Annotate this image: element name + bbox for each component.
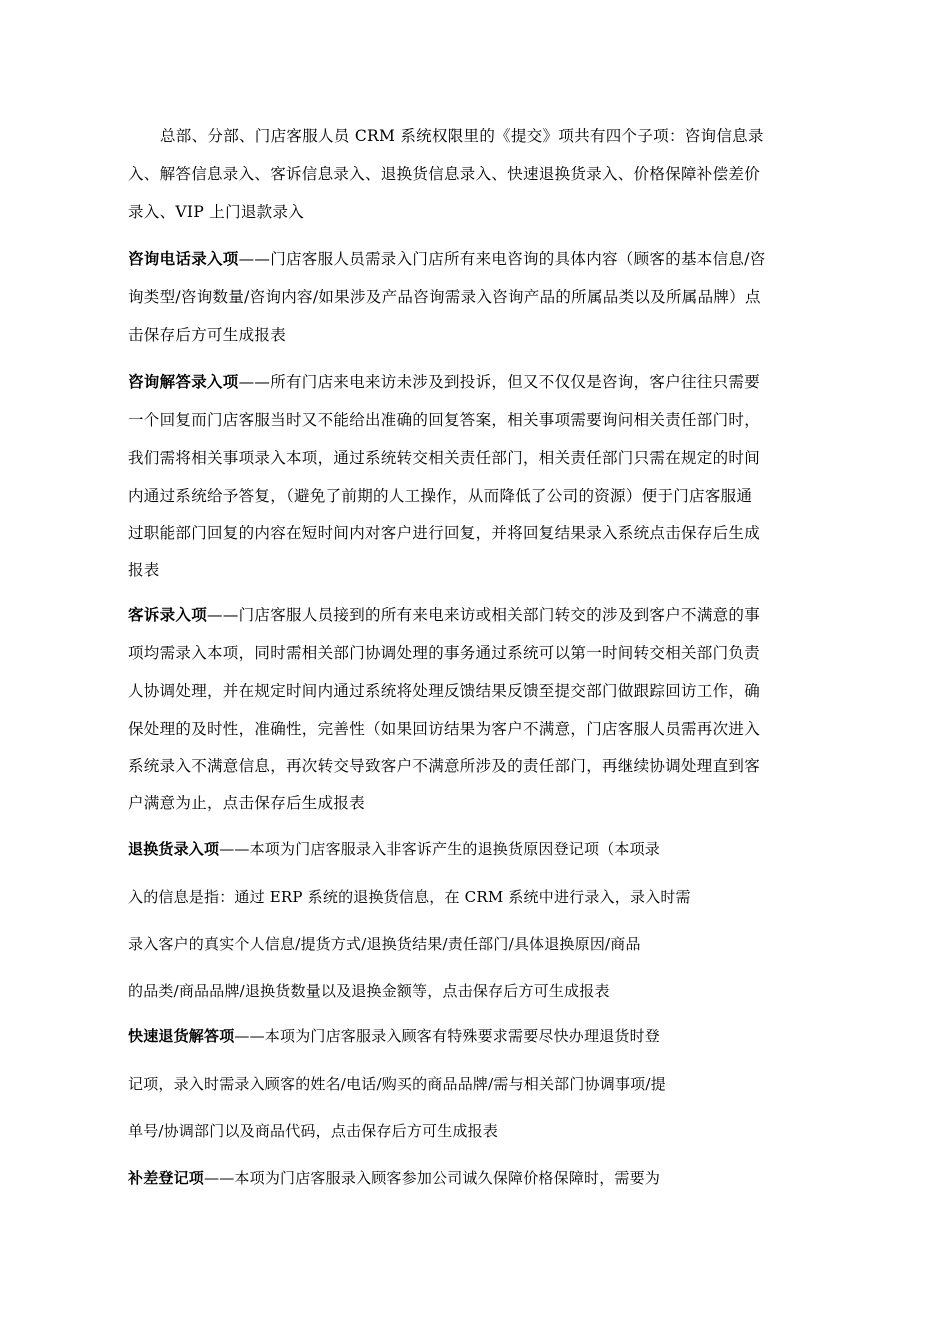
section-return-exchange-line-3: 录入客户的真实个人信息/提货方式/退换货结果/责任部门/具体退换原因/商品 [128,935,641,953]
section-fast-return-heading: 快速退货解答项 [128,1027,235,1045]
section-consult-phone-heading: 咨询电话录入项 [128,250,239,268]
section-return-exchange-line-4: 的品类/商品品牌/退换货数量以及退换金额等，点击保存后方可生成报表 [128,982,610,1000]
section-consult-answer-line-4: 内通过系统给予答复，（避免了前期的人工操作，从而降低了公司的资源）便于门店客服通 [128,487,753,505]
section-complaint-line-4: 保处理的及时性，准确性，完善性（如果回访结果为客户不满意，门店客服人员需再次进入 [128,720,761,738]
section-complaint-line-2: 项均需录入本项，同时需相关部门协调处理的事务通过系统可以第一时间转交相关部门负责 [128,644,761,662]
section-return-exchange-line-1 [128,839,660,859]
section-complaint-heading: 客诉录入项 [128,606,208,624]
section-consult-answer-line-6: 报表 [128,561,160,579]
section-fast-return-text: ——本项为门店客服录入顾客有特殊要求需要尽快办理退货时登 [234,1027,661,1045]
section-fast-return-line-3: 单号/协调部门以及商品代码，点击保存后方可生成报表 [128,1122,499,1140]
intro-line-3: 录入、VIP 上门退款录入 [128,203,305,221]
section-consult-answer-heading: 咨询解答录入项 [128,373,239,391]
section-consult-phone-text: ——门店客服人员需录入门店所有来电咨询的具体内容（顾客的基本信息/咨 [238,250,766,268]
section-fast-return-line-1 [128,1026,660,1046]
section-complaint-line-1 [128,605,760,625]
section-complaint-line-6: 户满意为止，点击保存后生成报表 [128,794,366,812]
intro-line-2: 入、解答信息录入、客诉信息录入、退换货信息录入、快速退换货录入、价格保障补偿差价 [128,165,761,183]
section-price-diff-line-1 [128,1168,660,1188]
section-consult-phone-line-1 [128,249,766,269]
section-complaint-line-3: 人协调处理，并在规定时间内通过系统将处理反馈结果反馈至提交部门做跟踪回访工作，确 [128,682,761,700]
section-price-diff-text: ——本项为门店客服录入顾客参加公司诚久保障价格保障时，需要为 [204,1169,661,1187]
section-consult-answer-text: ——所有门店来电来访未涉及到投诉，但又不仅仅是咨询，客户往往只需要 [238,373,761,391]
section-consult-answer-line-5: 过职能部门回复的内容在短时间内对客户进行回复，并将回复结果录入系统点击保存后生成 [128,524,761,542]
section-return-exchange-text: ——本项为门店客服录入非客诉产生的退换货原因登记项（本项录 [219,840,661,858]
section-consult-phone-line-2: 询类型/咨询数量/咨询内容/如果涉及产品咨询需录入咨询产品的所属品类以及所属品牌）点 [128,288,761,306]
section-consult-phone-line-3: 击保存后方可生成报表 [128,326,287,344]
section-price-diff-heading: 补差登记项 [128,1169,205,1187]
intro-line-1: 总部、分部、门店客服人员 CRM 系统权限里的《提交》项共有四个子项：咨询信息录 [160,127,764,145]
section-consult-answer-line-1 [128,372,760,392]
section-consult-answer-line-3: 我们需将相关事项录入本项，通过系统转交相关责任部门，相关责任部门只需在规定的时间 [128,449,761,467]
section-fast-return-line-2: 记项，录入时需录入顾客的姓名/电话/购买的商品品牌/需与相关部门协调事项/提 [128,1075,666,1093]
section-complaint-line-5: 系统录入不满意信息，再次转交导致客户不满意所涉及的责任部门，再继续协调处理直到客 [128,757,761,775]
section-return-exchange-heading: 退换货录入项 [128,840,220,858]
section-consult-answer-line-2: 一个回复而门店客服当时又不能给出准确的回复答案，相关事项需要询问相关责任部门时， [128,411,761,429]
section-return-exchange-line-2: 入的信息是指：通过 ERP 系统的退换货信息，在 CRM 系统中进行录入，录入时需 [128,888,691,906]
section-complaint-text: ——门店客服人员接到的所有来电来访或相关部门转交的涉及到客户不满意的事 [207,606,761,624]
